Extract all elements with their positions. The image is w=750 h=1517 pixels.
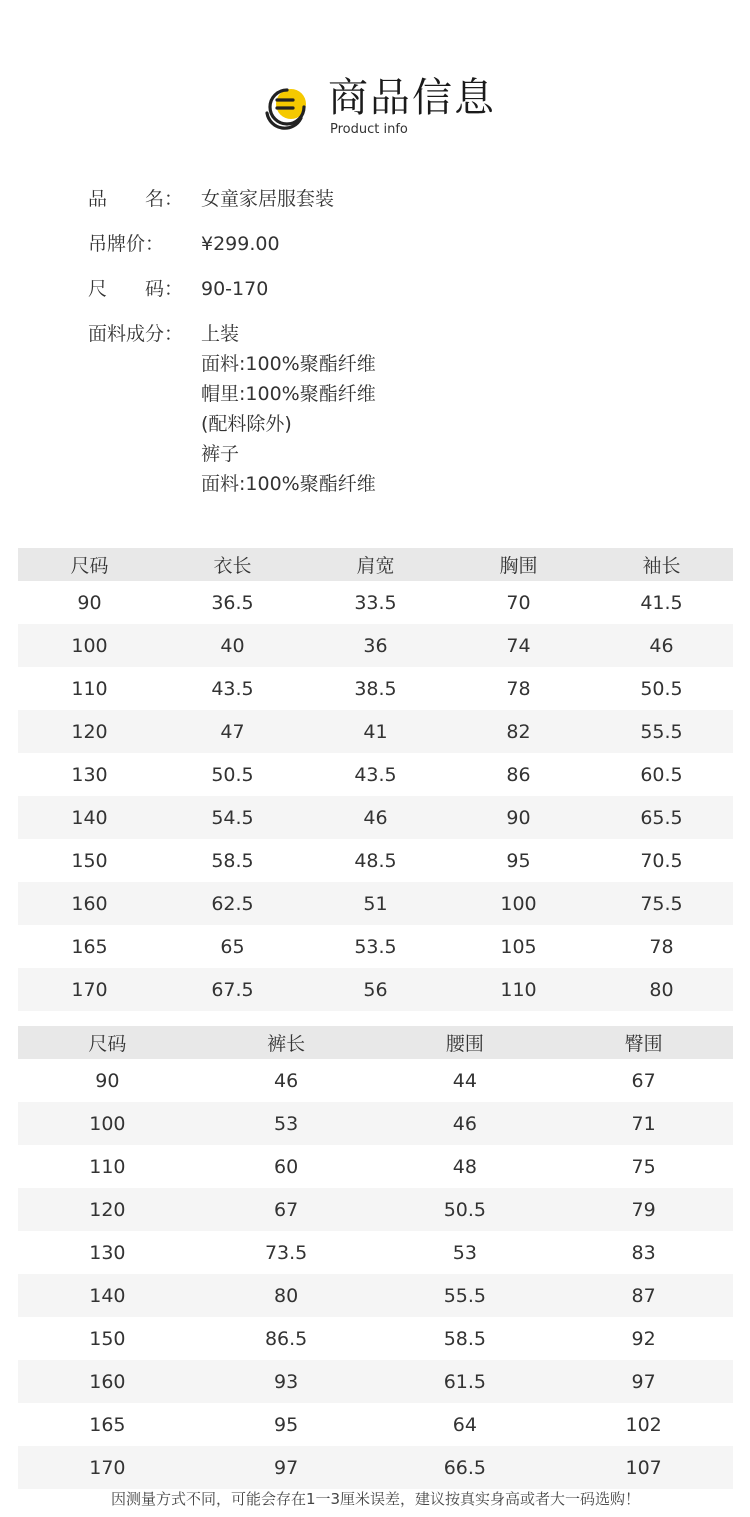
info-row-fabric: [88, 319, 688, 499]
table-cell: 67: [197, 1188, 376, 1231]
size-label: 尺 码：: [88, 278, 184, 300]
table-row: [18, 667, 733, 710]
table-row: [18, 1360, 733, 1403]
table-row: [18, 624, 733, 667]
table-cell: 36.5: [211, 591, 254, 614]
table-cell: 46: [304, 796, 447, 839]
table-cell: 130: [71, 763, 108, 786]
table-cell: 73.5: [264, 1241, 308, 1264]
table-cell: 87: [554, 1274, 733, 1317]
product-info: [88, 184, 688, 499]
table-cell: 36: [304, 624, 447, 667]
table-row: [18, 1145, 733, 1188]
table-cell: 74: [447, 624, 590, 667]
info-row-price: [88, 229, 688, 259]
column-header: 肩宽: [304, 548, 447, 581]
fabric-line: 面料:100%聚酯纤维: [201, 353, 376, 375]
table-cell: 100: [447, 882, 590, 925]
table-cell: 67: [631, 1069, 656, 1092]
table-cell: 120: [18, 710, 161, 753]
table-cell: 170: [18, 968, 161, 1011]
column-header: 臀围: [554, 1026, 733, 1059]
table-row: [18, 925, 733, 968]
table-row: [18, 1446, 733, 1489]
table-cell: 75: [631, 1155, 656, 1178]
column-header: 腰围: [376, 1026, 555, 1059]
table-cell: 83: [631, 1241, 656, 1264]
info-list-icon: [263, 84, 313, 130]
table-cell: 47: [161, 710, 304, 753]
pants-size-table: [18, 1026, 733, 1489]
table-cell: 60: [274, 1155, 299, 1178]
table-cell: 50.5: [376, 1188, 555, 1231]
table-cell: 44: [452, 1069, 477, 1092]
table-row: [18, 1274, 733, 1317]
table-cell: 92: [631, 1327, 656, 1350]
table-cell: 61.5: [376, 1360, 555, 1403]
size-value: 90-170: [201, 278, 269, 300]
column-header: 裤长: [197, 1026, 376, 1059]
table-cell: 46: [590, 624, 733, 667]
table-row: [18, 796, 733, 839]
fabric-line: 上装: [201, 323, 240, 345]
column-header: 尺码: [18, 1026, 197, 1059]
table-cell: 80: [197, 1274, 376, 1317]
info-row-name: [88, 184, 688, 214]
table-row: [18, 839, 733, 882]
table-cell: 165: [71, 935, 108, 958]
table-cell: 53.5: [354, 935, 397, 958]
table-cell: 100: [18, 1102, 197, 1145]
table-cell: 53: [197, 1102, 376, 1145]
table-cell: 90: [77, 591, 102, 614]
table-row: [18, 882, 733, 925]
table-cell: 58.5: [211, 849, 254, 872]
table-row: [18, 753, 733, 796]
table-cell: 48.5: [354, 849, 397, 872]
table-row: [18, 1231, 733, 1274]
table-cell: 79: [554, 1188, 733, 1231]
price-value: ¥299.00: [201, 233, 280, 255]
column-header: 衣长: [161, 548, 304, 581]
table-cell: 58.5: [443, 1327, 487, 1350]
table-row: [18, 1188, 733, 1231]
table-cell: 110: [89, 1155, 126, 1178]
table-cell: 78: [649, 935, 674, 958]
column-header: 胸围: [447, 548, 590, 581]
table-cell: 97: [554, 1360, 733, 1403]
section-header: [0, 70, 750, 140]
measurement-note: 因测量方式不同，可能会存在1一3厘米误差，建议按真实身高或者大一码选购！: [110, 1490, 641, 1508]
table-cell: 170: [18, 1446, 197, 1489]
table-row: [18, 1317, 733, 1360]
table-cell: 82: [447, 710, 590, 753]
table-cell: 110: [71, 677, 108, 700]
table-cell: 93: [197, 1360, 376, 1403]
table-cell: 65: [220, 935, 245, 958]
table-cell: 66.5: [376, 1446, 555, 1489]
fabric-line: 裤子: [201, 443, 240, 465]
table-cell: 90: [447, 796, 590, 839]
table-cell: 150: [71, 849, 108, 872]
page-subtitle: Product info: [330, 122, 408, 137]
table-row: [18, 968, 733, 1011]
table-cell: 54.5: [161, 796, 304, 839]
table-row: [18, 710, 733, 753]
table-cell: 140: [18, 796, 161, 839]
info-row-size: [88, 274, 688, 304]
table-cell: 43.5: [354, 763, 397, 786]
table-cell: 55.5: [376, 1274, 555, 1317]
table-cell: 60.5: [640, 763, 683, 786]
table-cell: 110: [447, 968, 590, 1011]
table-cell: 64: [452, 1413, 477, 1436]
table-cell: 97: [197, 1446, 376, 1489]
table-cell: 150: [89, 1327, 126, 1350]
table-cell: 75.5: [590, 882, 733, 925]
table-cell: 62.5: [161, 882, 304, 925]
table-cell: 50.5: [211, 763, 254, 786]
table-cell: 41: [304, 710, 447, 753]
table-cell: 51: [304, 882, 447, 925]
table-cell: 41.5: [640, 591, 683, 614]
table-row: [18, 581, 733, 624]
table-cell: 102: [625, 1413, 662, 1436]
table-cell: 70.5: [640, 849, 683, 872]
name-value: 女童家居服套装: [201, 188, 335, 210]
table-cell: 86: [506, 763, 531, 786]
table-cell: 48: [452, 1155, 477, 1178]
table-header-row: [18, 548, 733, 581]
table-cell: 46: [376, 1102, 555, 1145]
table-cell: 107: [554, 1446, 733, 1489]
fabric-label: 面料成分：: [88, 323, 184, 345]
table-cell: 56: [304, 968, 447, 1011]
table-cell: 71: [554, 1102, 733, 1145]
fabric-line: (配料除外): [201, 413, 292, 435]
table-cell: 86.5: [264, 1327, 308, 1350]
table-cell: 40: [161, 624, 304, 667]
table-header-row: [18, 1026, 733, 1059]
top-size-table: [18, 548, 733, 1011]
table-cell: 105: [500, 935, 537, 958]
table-cell: 38.5: [354, 677, 397, 700]
table-cell: 43.5: [211, 677, 254, 700]
price-label: 吊牌价：: [88, 233, 165, 255]
fabric-value: [201, 319, 688, 499]
table-row: [18, 1059, 733, 1102]
table-cell: 95: [506, 849, 531, 872]
table-row: [18, 1102, 733, 1145]
table-cell: 120: [18, 1188, 197, 1231]
fabric-line: 帽里:100%聚酯纤维: [201, 383, 376, 405]
table-cell: 53: [452, 1241, 477, 1264]
table-cell: 78: [506, 677, 531, 700]
table-cell: 67.5: [161, 968, 304, 1011]
column-header: 袖长: [590, 548, 733, 581]
table-cell: 140: [18, 1274, 197, 1317]
page-title: 商品信息: [328, 75, 496, 121]
table-cell: 46: [274, 1069, 299, 1092]
table-cell: 33.5: [354, 591, 397, 614]
table-cell: 130: [89, 1241, 126, 1264]
table-cell: 160: [18, 882, 161, 925]
column-header: 尺码: [18, 548, 161, 581]
table-cell: 50.5: [640, 677, 683, 700]
table-cell: 95: [274, 1413, 299, 1436]
table-cell: 80: [590, 968, 733, 1011]
table-row: [18, 1403, 733, 1446]
table-cell: 90: [95, 1069, 120, 1092]
fabric-line: 面料:100%聚酯纤维: [201, 473, 376, 495]
table-cell: 100: [18, 624, 161, 667]
table-cell: 165: [89, 1413, 126, 1436]
table-cell: 65.5: [590, 796, 733, 839]
table-cell: 55.5: [590, 710, 733, 753]
table-cell: 160: [18, 1360, 197, 1403]
name-label: 品 名：: [88, 188, 184, 210]
table-cell: 70: [506, 591, 531, 614]
